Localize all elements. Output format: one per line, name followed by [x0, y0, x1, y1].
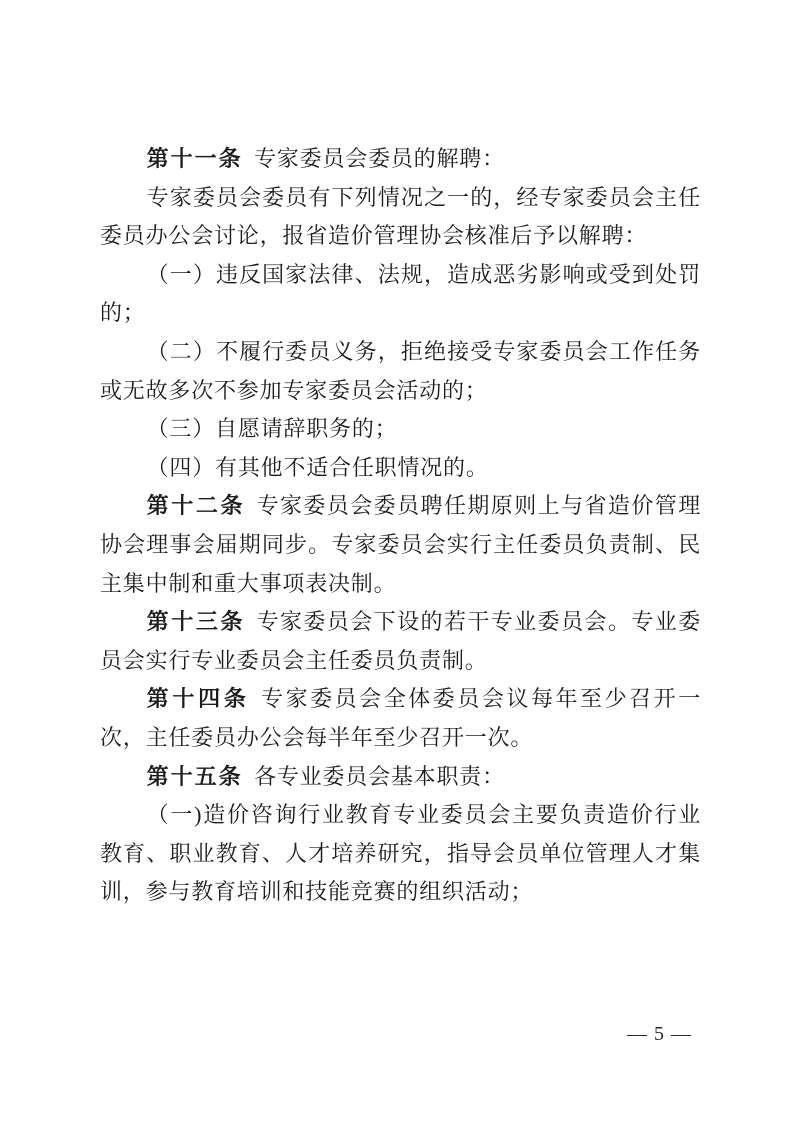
- article-13: [100, 603, 701, 680]
- article-11-clause-2-text: （二）不履行委员义务，拒绝接受专家委员会工作任务或无故多次不参加专家委员会活动的；: [100, 338, 701, 403]
- article-11-intro: [100, 179, 701, 256]
- article-15-title: 各专业委员会基本职责：: [254, 763, 505, 789]
- article-11-intro-text: 专家委员会委员有下列情况之一的，经专家委员会主任委员办公会讨论，报省造价管理协会核准后予以解聘：: [100, 184, 701, 249]
- article-12-text: 专家委员会委员聘任期原则上与省造价管理协会理事会届期同步。专家委员会实行主任委员负责制、民主集中制和重大事项表决制。: [100, 493, 701, 596]
- document-body: [100, 140, 701, 912]
- article-11-clause-1: [100, 256, 701, 333]
- page-number: [622, 1020, 697, 1048]
- article-12: [100, 487, 701, 603]
- article-14-text: 专家委员会全体委员会议每年至少召开一次，主任委员办公会每半年至少召开一次。: [100, 686, 701, 750]
- article-13-number: 第十三条: [146, 609, 246, 635]
- article-11-heading: [100, 140, 701, 179]
- article-11-clause-4-text: （四）有其他不适合任职情况的。: [146, 454, 489, 480]
- article-11-clause-1-text: （一）违反国家法律、法规，造成恶劣影响或受到处罚的；: [100, 261, 701, 326]
- article-14: [100, 680, 701, 757]
- article-11-number: 第十一条: [146, 146, 243, 171]
- article-11-clause-3-text: （三）自愿请辞职务的；: [146, 416, 398, 442]
- article-11-clause-2: [100, 333, 701, 410]
- article-11-clause-3: [100, 410, 701, 449]
- article-15-clause-1: [100, 796, 701, 912]
- article-14-number: 第十四条: [146, 686, 250, 712]
- article-15-number: 第十五条: [146, 763, 243, 789]
- article-13-text: 专家委员会下设的若干专业委员会。专业委员会实行专业委员会主任委员负责制。: [100, 609, 701, 673]
- page-number-text: — 5 —: [627, 1023, 692, 1045]
- article-11-clause-4: [100, 449, 701, 488]
- article-12-number: 第十二条: [146, 493, 246, 519]
- article-11-title: 专家委员会委员的解聘：: [254, 146, 505, 171]
- article-15-clause-1-text: （一)造价咨询行业教育专业委员会主要负责造价行业教育、职业教育、人才培养研究，指导会员单位管理人才集训，参与教育培训和技能竞赛的组织活动；: [100, 802, 701, 905]
- article-15-heading: [100, 758, 701, 797]
